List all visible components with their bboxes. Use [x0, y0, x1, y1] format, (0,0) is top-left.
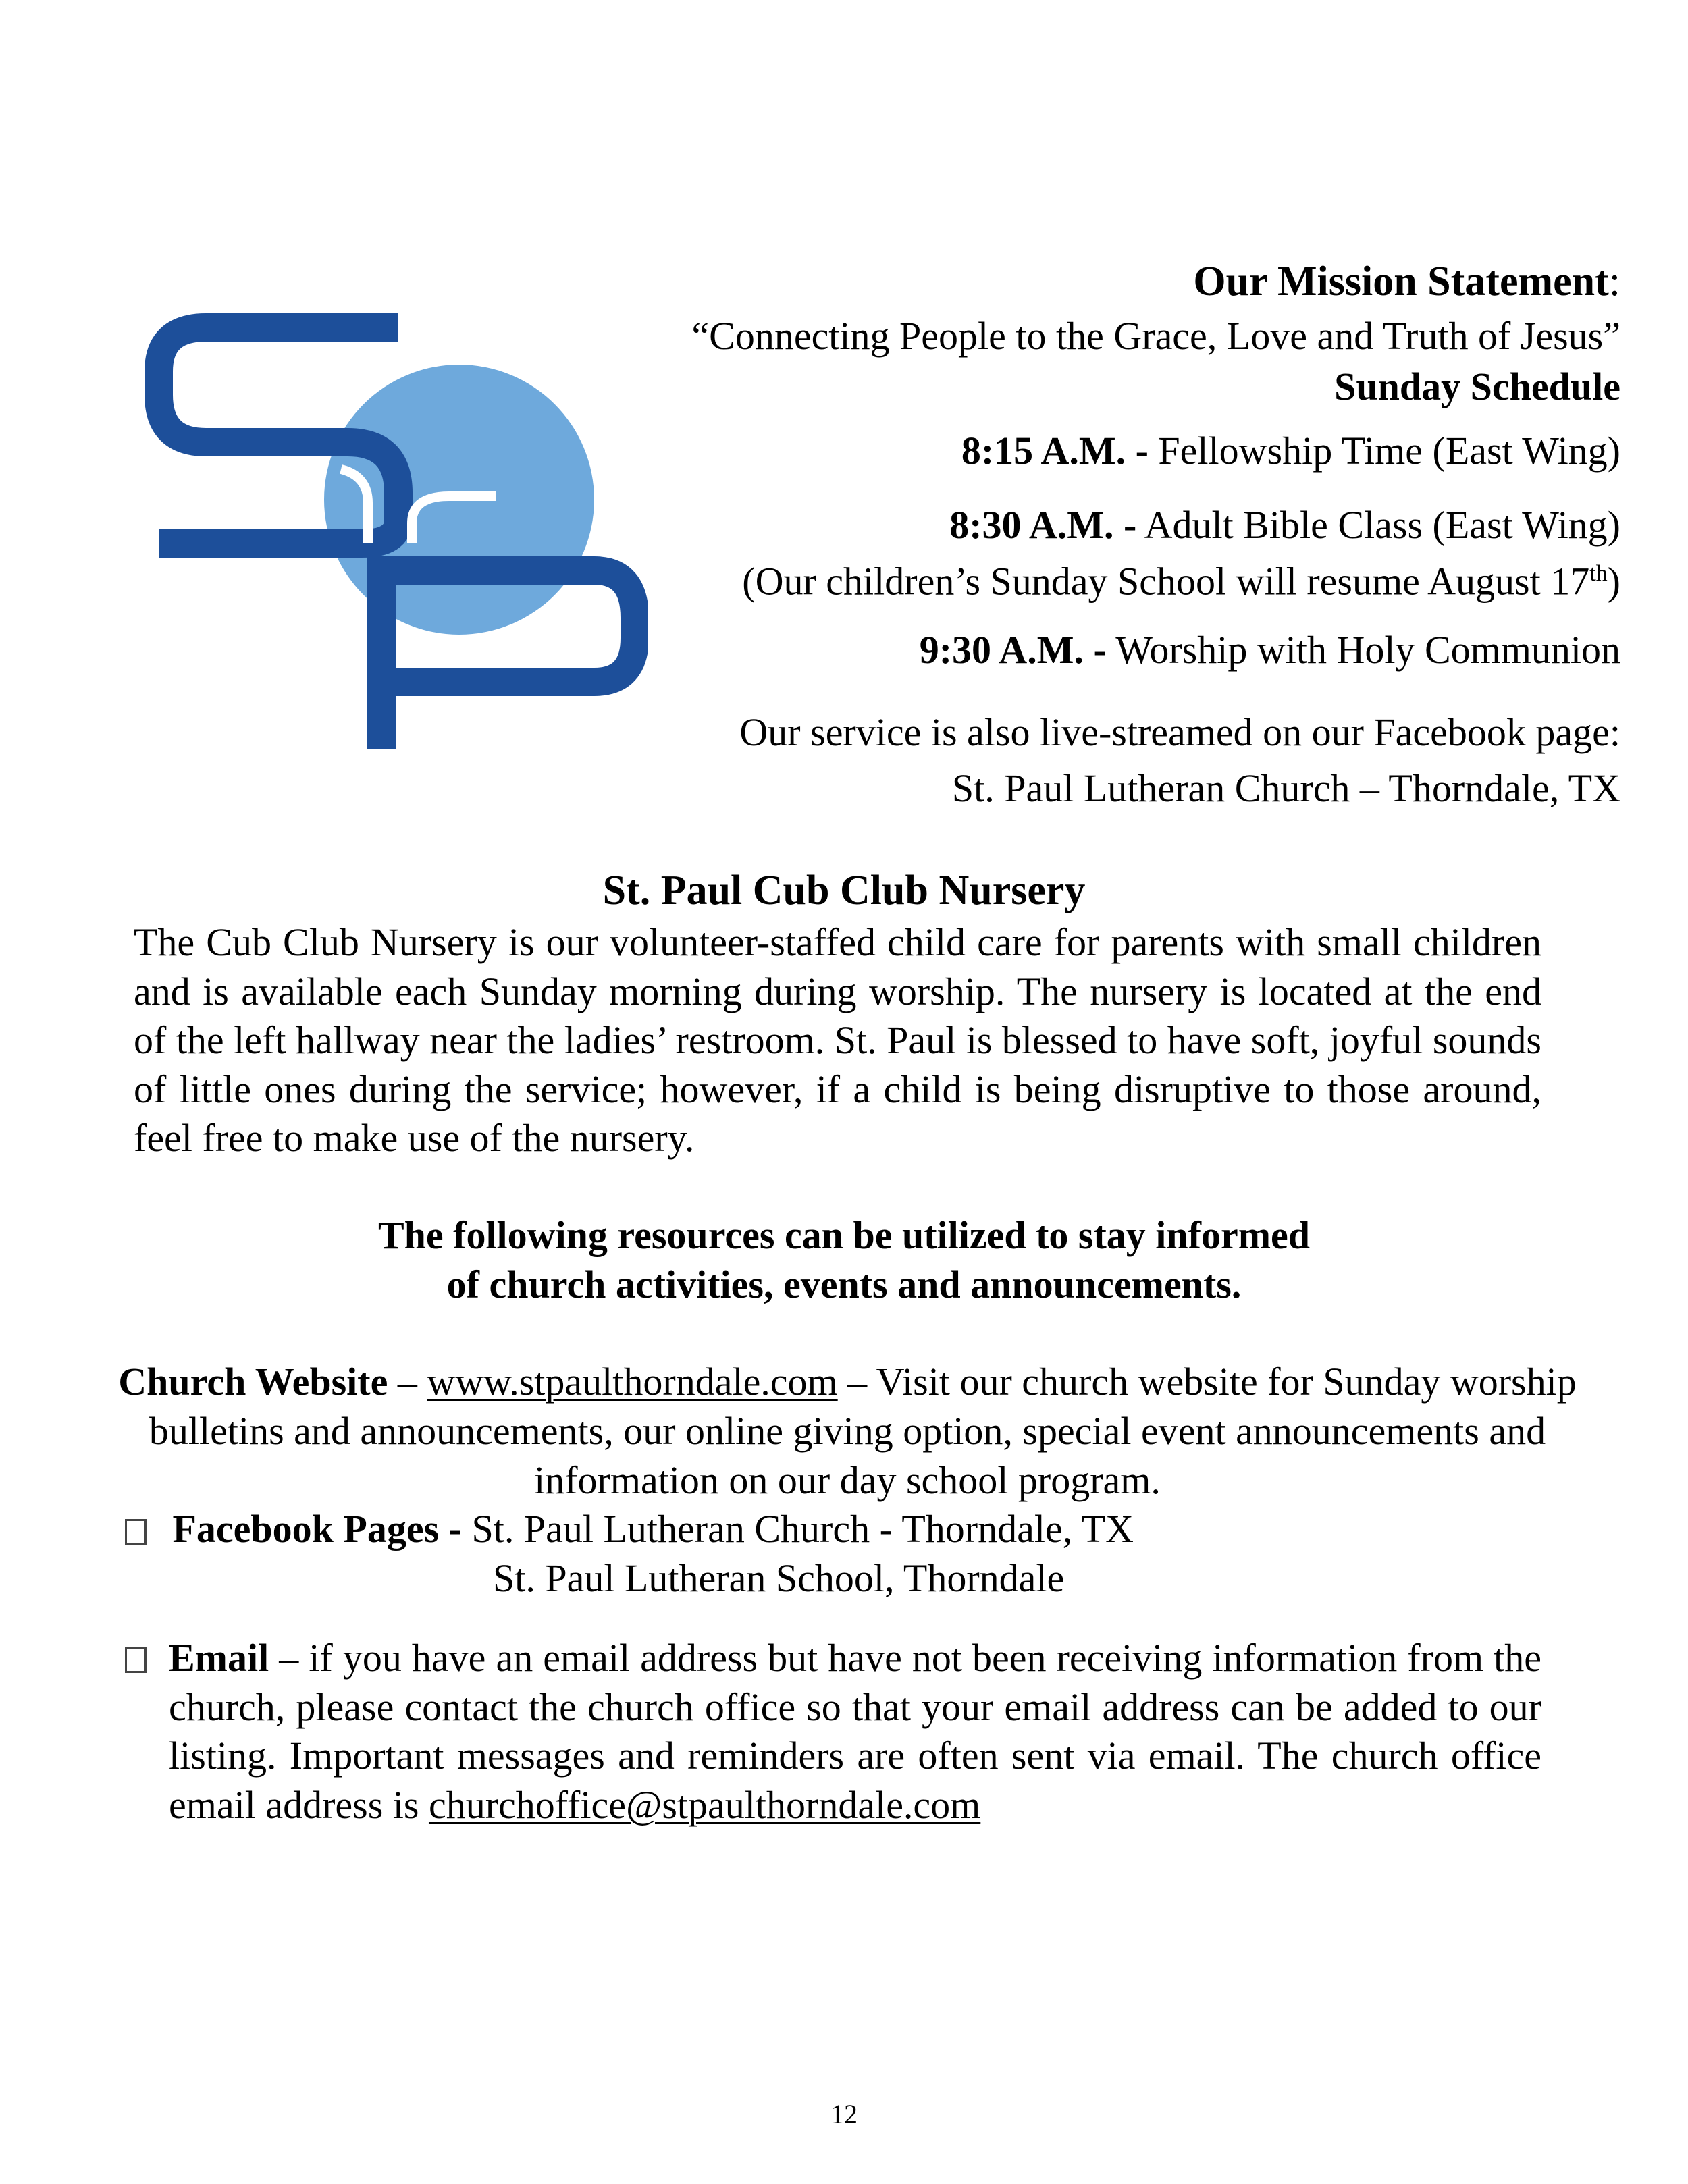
facebook-section — [125, 1506, 1543, 1553]
email-link[interactable]: churchoffice@stpaulthorndale.com — [428, 1782, 981, 1827]
facebook-page-2: St. Paul Lutheran School, Thorndale — [493, 1556, 1065, 1600]
bullet-checkbox-icon — [125, 1647, 147, 1673]
facebook-page-1: St. Paul Lutheran Church - Thorndale, TX — [462, 1507, 1134, 1551]
schedule-item-3 — [540, 627, 1620, 674]
schedule-item-1 — [540, 427, 1620, 475]
facebook-label: Facebook Pages - — [172, 1507, 462, 1551]
email-label: Email — [169, 1636, 269, 1680]
website-desc: – Visit our church website for Sunday worship bulletins and announcements, our online giving option, special event announcements and information on our day school program. — [149, 1360, 1577, 1502]
schedule-desc: Worship with Holy Communion — [1106, 628, 1620, 672]
website-link[interactable]: www.stpaulthorndale.com — [427, 1360, 838, 1404]
schedule-time: 9:30 A.M. - — [919, 628, 1107, 672]
email-bullet — [125, 1634, 165, 1681]
church-website-section — [115, 1357, 1580, 1505]
schedule-desc: Fellowship Time (East Wing) — [1148, 429, 1620, 473]
note-superscript: th — [1589, 561, 1608, 586]
resources-intro-line-1: The following resources can be utilized to stay informed — [377, 1213, 1311, 1257]
mission-heading — [540, 257, 1620, 307]
nursery-heading: St. Paul Cub Club Nursery — [602, 868, 1086, 913]
page-number: 12 — [830, 2099, 858, 2129]
bullet-checkbox-icon — [125, 1519, 147, 1545]
resources-intro-line-2: of church activities, events and announcements. — [446, 1262, 1242, 1306]
note-close: ) — [1607, 559, 1620, 604]
website-label: Church Website — [118, 1360, 388, 1404]
sunday-school-note — [540, 550, 1620, 605]
email-desc: – if you have an email address but have not been receiving information from the church, please contact the church office so that your email address can be added to our listing. Important messages and reminders are often sent via email. The church office email address is — [169, 1636, 1541, 1827]
mission-heading-text: Our Mission Statement — [1193, 259, 1609, 304]
email-section — [169, 1634, 1541, 1830]
mission-quote: “Connecting People to the Grace, Love and Truth of Jesus” — [691, 314, 1620, 358]
schedule-heading: Sunday Schedule — [1334, 365, 1620, 408]
nursery-body: The Cub Club Nursery is our volunteer-staffed child care for parents with small children and is available each Sunday morning during worship. The nursery is located at the end of the left hallway near the ladies’ restroom. St. Paul is blessed to have soft, joyful sounds of little ones during the service; however, if a child is being disruptive to those around, feel free to make use of the nursery. — [134, 920, 1541, 1160]
livestream-line-1: Our service is also live-streamed on our Facebook page: — [739, 710, 1620, 754]
website-dash: – — [388, 1360, 427, 1404]
note-text: (Our children’s Sunday School will resume August 17 — [742, 559, 1590, 604]
schedule-time: 8:30 A.M. - — [949, 503, 1137, 547]
schedule-item-2 — [540, 502, 1620, 549]
livestream-line-2: St. Paul Lutheran Church – Thorndale, TX — [951, 766, 1620, 810]
schedule-desc: Adult Bible Class (East Wing) — [1136, 503, 1620, 547]
mission-heading-colon: : — [1608, 259, 1620, 304]
schedule-time: 8:15 A.M. - — [961, 429, 1149, 473]
